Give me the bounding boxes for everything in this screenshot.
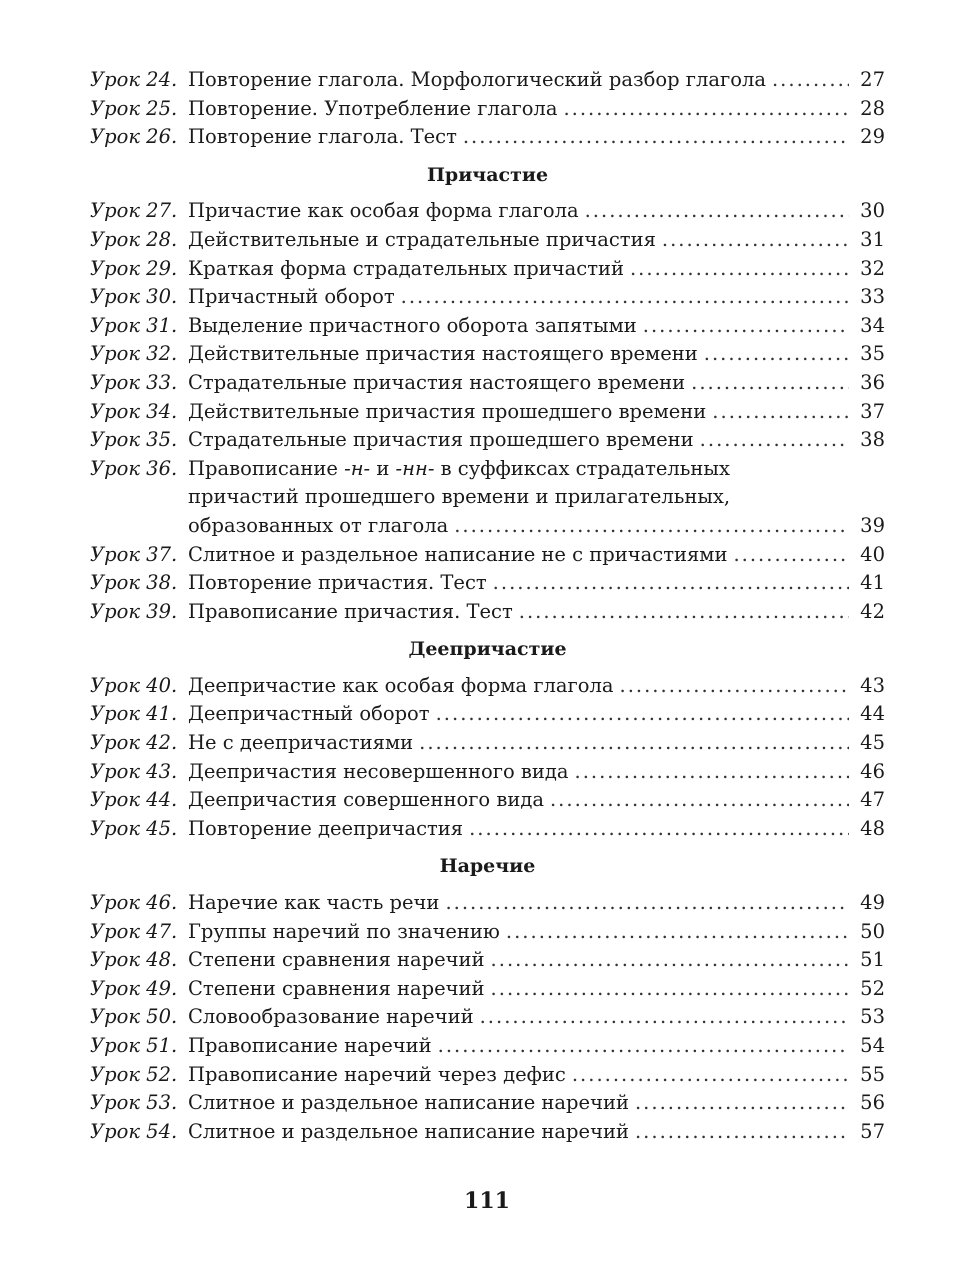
lesson-title: Слитное и раздельное написание не с причастиями [188, 542, 728, 566]
toc-entry [90, 1032, 885, 1061]
leader-dots [704, 340, 849, 369]
suffix-n: -н- [344, 456, 371, 480]
lesson-label: Урок 45. [90, 816, 178, 840]
lesson-title: Страдательные причастия настоящего времени [188, 370, 686, 394]
page-ref: 38 [860, 428, 885, 452]
page-ref: 39 [860, 513, 885, 537]
page-ref: 53 [860, 1005, 885, 1029]
lesson-title: Деепричастный оборот [188, 702, 430, 726]
page-ref: 31 [860, 227, 885, 251]
lesson-label: Урок 51. [90, 1034, 178, 1057]
toc-entry [90, 1089, 885, 1118]
page-ref: 56 [860, 1091, 885, 1115]
toc-entry [90, 66, 885, 95]
lesson-title: Действительные и страдательные причастия [188, 227, 656, 251]
lesson-label: Урок 42. [90, 731, 178, 755]
leader-dots [445, 889, 849, 918]
lesson-title: Выделение причастного оборота запятыми [188, 313, 637, 337]
lesson-title: Повторение глагола. Морфологический разбор глагола [188, 68, 766, 91]
lesson-label: Урок 40. [90, 673, 178, 697]
toc-entry [90, 729, 885, 758]
leader-dots [463, 123, 849, 152]
page-ref: 33 [860, 285, 885, 309]
lesson-title: Повторение причастия. Тест [188, 571, 487, 595]
leader-dots [436, 700, 849, 729]
toc-entry [90, 340, 885, 369]
section-heading: Причастие [426, 163, 549, 186]
leader-dots [635, 1089, 849, 1118]
leader-dots [563, 95, 849, 124]
page-number: 111 [464, 1188, 510, 1214]
leader-dots [419, 729, 849, 758]
leader-dots [635, 1118, 849, 1147]
toc-entry [90, 312, 885, 341]
leader-dots [491, 975, 849, 1004]
lesson-label: Урок 43. [90, 759, 178, 783]
page-ref: 37 [860, 399, 885, 423]
leader-dots [662, 226, 849, 255]
page-ref: 32 [860, 256, 885, 280]
toc-entry [90, 975, 885, 1004]
page-ref: 28 [860, 96, 885, 120]
lesson-title: Правописание наречий [188, 1034, 432, 1057]
lesson-label: Урок 38. [90, 571, 178, 595]
toc-entry [90, 700, 885, 729]
toc-entry [90, 426, 885, 455]
lesson-label: Урок 32. [90, 342, 178, 366]
toc-entry [90, 946, 885, 975]
leader-dots [493, 569, 849, 598]
toc-entry [90, 758, 885, 787]
toc-entry [90, 369, 885, 398]
leader-dots [519, 598, 849, 627]
page-ref: 42 [860, 599, 885, 623]
page-ref: 35 [860, 342, 885, 366]
lesson-title: Правописание причастия. Тест [188, 599, 513, 623]
page-ref: 45 [860, 731, 885, 755]
leader-dots [575, 758, 850, 787]
lesson-title-line-2: причастий прошедшего времени и прилагательных, [188, 485, 731, 509]
toc-entry [90, 815, 885, 844]
page-ref: 30 [860, 199, 885, 223]
toc-entry [90, 197, 885, 226]
leader-dots [691, 369, 849, 398]
lesson-label: Урок 28. [90, 227, 178, 251]
toc-entry [90, 672, 885, 701]
suffix-nn: -нн- [395, 456, 435, 480]
toc-entry [90, 255, 885, 284]
leader-dots [772, 66, 849, 95]
lesson-label: Урок 53. [90, 1091, 178, 1115]
toc-entry [90, 1118, 885, 1147]
lesson-label: Урок 49. [90, 976, 178, 1000]
leader-dots [700, 426, 849, 455]
lesson-title: Степени сравнения наречий [188, 976, 485, 1000]
toc-entry [90, 889, 885, 918]
page-ref: 41 [860, 571, 885, 595]
leader-dots [480, 1003, 849, 1032]
page-ref: 51 [860, 948, 885, 972]
lesson-label: Урок 26. [90, 125, 178, 149]
lesson-title: Наречие как часть речи [188, 891, 440, 915]
lesson-title: Причастный оборот [188, 285, 395, 309]
leader-dots [643, 312, 849, 341]
leader-dots [469, 815, 849, 844]
leader-dots [491, 946, 849, 975]
lesson-title: Слитное и раздельное написание наречий [188, 1091, 629, 1115]
lesson-label: Урок 37. [90, 542, 178, 566]
lesson-label: Урок 44. [90, 788, 178, 812]
toc-entry [90, 918, 885, 947]
toc-entry [90, 569, 885, 598]
lesson-title: Краткая форма страдательных причастий [188, 256, 624, 280]
lesson-label: Урок 36. [90, 456, 178, 480]
toc-entry [90, 398, 885, 427]
lesson-title: Страдательные причастия прошедшего времени [188, 428, 694, 452]
lesson-label: Урок 31. [90, 313, 178, 337]
lesson-title: Деепричастия несовершенного вида [188, 759, 569, 783]
toc-entry [90, 123, 885, 152]
toc-entry [90, 283, 885, 312]
lesson-title: Степени сравнения наречий [188, 948, 485, 972]
page-ref: 34 [860, 313, 885, 337]
leader-dots [572, 1061, 849, 1090]
table-of-contents [90, 66, 885, 1146]
lesson-label: Урок 39. [90, 599, 178, 623]
lesson-label: Урок 52. [90, 1062, 178, 1086]
lesson-title: Правописание наречий через дефис [188, 1062, 566, 1086]
toc-entry [90, 541, 885, 570]
lesson-title-line-1: Правописание -н- и -нн- в суффиксах страдательных [188, 456, 730, 480]
lesson-title: Повторение деепричастия [188, 816, 464, 840]
leader-dots [733, 541, 849, 570]
toc-entry [90, 786, 885, 815]
lesson-title: Слитное и раздельное написание наречий [188, 1119, 629, 1143]
lesson-label: Урок 50. [90, 1005, 178, 1029]
lesson-label: Урок 35. [90, 428, 178, 452]
page-ref: 44 [860, 702, 885, 726]
page-ref: 47 [860, 788, 885, 812]
lesson-title: Повторение глагола. Тест [188, 125, 457, 149]
toc-entry-continuation [90, 512, 885, 541]
page-ref: 40 [860, 542, 885, 566]
leader-dots [438, 1032, 849, 1061]
page-ref: 52 [860, 976, 885, 1000]
page-ref: 29 [860, 125, 885, 149]
lesson-label: Урок 34. [90, 399, 178, 423]
leader-dots [620, 672, 849, 701]
leader-dots [454, 512, 849, 541]
lesson-title: Причастие как особая форма глагола [188, 199, 579, 223]
toc-entry [90, 226, 885, 255]
lesson-title: Действительные причастия прошедшего времени [188, 399, 707, 423]
lesson-title: Деепричастия совершенного вида [188, 788, 544, 812]
lesson-label: Урок 25. [90, 96, 178, 120]
leader-dots [630, 255, 849, 284]
page-ref: 27 [860, 68, 885, 91]
toc-entry-multiline [90, 455, 885, 484]
page-ref: 46 [860, 759, 885, 783]
section-heading: Деепричастие [408, 638, 567, 661]
page-ref: 57 [860, 1119, 885, 1143]
leader-dots [585, 197, 849, 226]
lesson-label: Урок 29. [90, 256, 178, 280]
leader-dots [401, 283, 849, 312]
lesson-label: Урок 54. [90, 1119, 178, 1143]
toc-entry [90, 1003, 885, 1032]
lesson-title-line-3: образованных от глагола [188, 513, 449, 537]
lesson-label: Урок 33. [90, 370, 178, 394]
lesson-title: Действительные причастия настоящего времени [188, 342, 698, 366]
toc-entry [90, 598, 885, 627]
page-ref: 48 [860, 816, 885, 840]
lesson-label: Урок 47. [90, 919, 178, 943]
lesson-label: Урок 46. [90, 891, 178, 915]
leader-dots [506, 918, 849, 947]
leader-dots [550, 786, 849, 815]
lesson-label: Урок 24. [90, 68, 178, 91]
lesson-title: Повторение. Употребление глагола [188, 96, 558, 120]
lesson-title: Не с деепричастиями [188, 731, 414, 755]
section-heading: Наречие [439, 855, 536, 878]
toc-entry [90, 95, 885, 124]
lesson-title: Деепричастие как особая форма глагола [188, 673, 614, 697]
page-ref: 54 [860, 1034, 885, 1057]
toc-entry-continuation [90, 483, 885, 512]
lesson-label: Урок 27. [90, 199, 178, 223]
page-ref: 43 [860, 673, 885, 697]
lesson-label: Урок 30. [90, 285, 178, 309]
page-ref: 36 [860, 370, 885, 394]
lesson-label: Урок 48. [90, 948, 178, 972]
lesson-title: Словообразование наречий [188, 1005, 474, 1029]
toc-entry [90, 1061, 885, 1090]
lesson-label: Урок 41. [90, 702, 178, 726]
page-ref: 50 [860, 919, 885, 943]
leader-dots [712, 398, 849, 427]
page-ref: 55 [860, 1062, 885, 1086]
page-ref: 49 [860, 891, 885, 915]
lesson-title: Группы наречий по значению [188, 919, 500, 943]
